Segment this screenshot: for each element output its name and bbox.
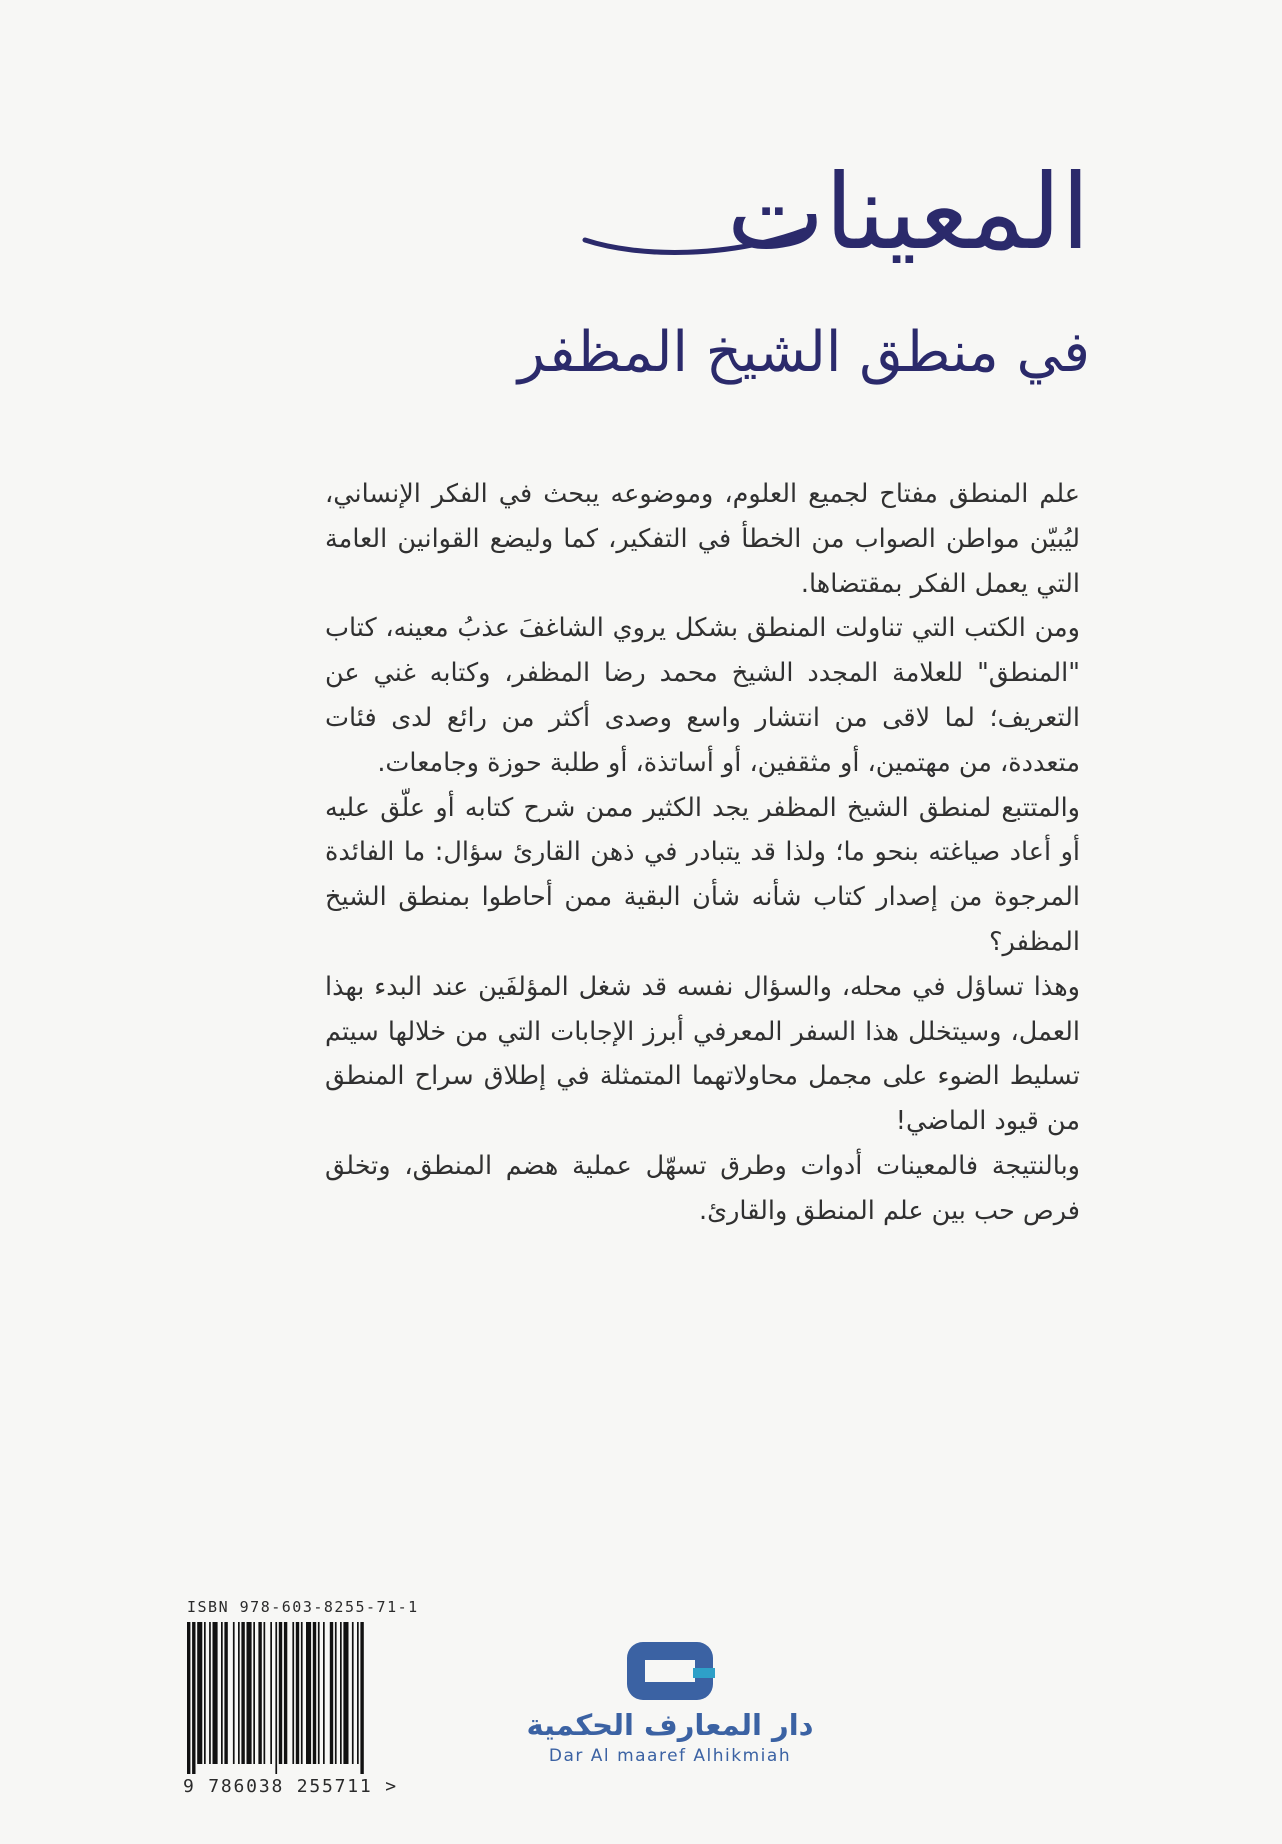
publisher-name-english: Dar Al maaref Alhikmiah [548,1746,792,1766]
barcode-bar [204,1622,206,1764]
barcode-bar [238,1622,240,1764]
barcode-digits: 9 786038 255711 > [183,1776,398,1797]
blurb-paragraph: وهذا تساؤل في محله، والسؤال نفسه قد شغل المؤلفَين عند البدء بهذا العمل، وسيتخلل هذا السفر المعرفي أبرز الإجابات التي من خلالها سيتم تسليط الضوء على مجمل محاولاتهما المتمثلة في إطلاق سراح المنطق من قيود الماضي! [325,971,1080,1137]
barcode-bar [197,1622,202,1764]
barcode-bar [279,1622,282,1764]
barcode-bar [213,1622,218,1764]
book-title: المعينات [726,151,1090,273]
barcode-bar [253,1622,255,1764]
isbn-label: ISBN 978-603-8255-71-1 [187,1598,419,1616]
blurb-paragraph: علم المنطق مفتاح لجميع العلوم، وموضوعه يبحث في الفكر الإنساني، ليُبيّن مواطن الصواب من الخطأ في التفكير، كما وليضع القوانين العامة التي يعمل الفكر بمقتضاها. [325,479,1080,599]
publisher-logo-icon [625,1640,715,1700]
barcode-bar [352,1622,354,1764]
barcode-bar [209,1622,211,1764]
barcode-bars [183,1622,415,1774]
barcode-bar [318,1622,320,1764]
blurb-paragraph: ومن الكتب التي تناولت المنطق بشكل يروي الشاغفَ عذبُ معينه، كتاب "المنطق" للعلامة المجدد الشيخ محمد رضا المظفر، وكتابه غني عن التعريف؛ لما لاقى من انتشار واسع وصدى أكثر من رائع لدى فئات متعددة، من مهتمين، أو مثقفين، أو أساتذة، أو طلبة حوزة وجامعات. [325,613,1080,778]
publisher-block [500,1640,840,1790]
barcode-bar [343,1622,348,1764]
barcode-bar [313,1622,316,1764]
back-cover-blurb [325,472,1080,1234]
barcode-bar [192,1622,195,1774]
barcode-bar [340,1622,342,1764]
barcode-bar [270,1622,272,1764]
barcode-bar [187,1622,190,1774]
barcode-bar [241,1622,244,1764]
barcode-bar [292,1622,294,1764]
barcode-bar [296,1622,299,1764]
barcode-bar [224,1622,227,1764]
barcode-bar [233,1622,235,1764]
barcode-bar [247,1622,252,1764]
barcode-bar [357,1622,359,1764]
barcode-bar [323,1622,325,1764]
barcode-bar [330,1622,333,1764]
isbn-barcode [183,1598,430,1798]
publisher-name-arabic: دار المعارف الحكمية [526,1708,814,1742]
blurb-paragraph: والمتتبع لمنطق الشيخ المظفر يجد الكثير ممن شرح كتابه أو علّق عليه أو أعاد صياغته بنحو ما؛ ولذا قد يتبادر في ذهن القارئ سؤال: ما الفائدة المرجوة من إصدار كتاب شأنه شأن البقية ممن أحاطوا بمنطق الشيخ المظفر؟ [325,792,1080,957]
barcode-bar [258,1622,261,1764]
blurb-paragraph: وبالنتيجة فالمعينات أدوات وطرق تسهّل عملية هضم المنطق، وتخلق فرص حب بين علم المنطق والقارئ. [325,1150,1080,1226]
barcode-bar [275,1622,277,1774]
title-calligraphy [517,150,1090,440]
barcode-bar [306,1622,311,1764]
book-subtitle: في منطق الشيخ المظفر [517,320,1090,385]
barcode-bar [301,1622,303,1764]
barcode-bar [335,1622,337,1764]
barcode-bar [221,1622,223,1764]
barcode-bar [264,1622,266,1764]
barcode-bar [284,1622,287,1764]
barcode-bar [360,1622,363,1774]
